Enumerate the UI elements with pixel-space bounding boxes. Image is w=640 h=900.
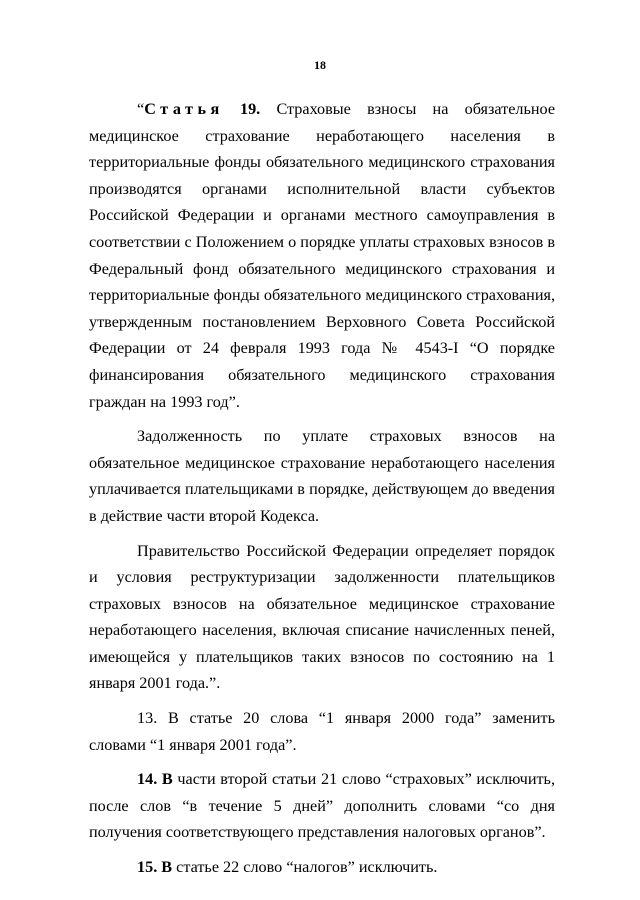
item-13-paragraph: 13. В статье 20 слова “1 января 2000 года” заменить словами “1 января 2001 года”. bbox=[89, 709, 555, 754]
document-body bbox=[89, 96, 555, 881]
page-number: 18 bbox=[314, 58, 326, 72]
item-15-lead: 15. В bbox=[137, 858, 173, 877]
item-14-text: части второй статьи 21 слово “страховых” исключить, после слов “в течение 5 дней” дополнить словами “со дня получения соответствующего представления налоговых органов”. bbox=[89, 770, 555, 842]
debt-paragraph: Задолженность по уплате страховых взносов на обязательное медицинское страхование неработающего населения уплачивается плательщиками в порядке, действующем до введения в действие части второй Кодекса. bbox=[89, 427, 555, 525]
item-14-paragraph bbox=[89, 766, 555, 846]
item-15-paragraph bbox=[89, 854, 555, 881]
article-19-text: Страховые взносы на обязательное медицинское страхование неработающего населения в территориальные фонды обязательного медицинского страхования производятся органами исполнительной власти субъектов Российской Федерации и органами местного самоуправления в соответствии с Положением о порядке уплаты страховых взносов в Федеральный фонд обязательного медицинского страхования и территориальные фонды обязательного медицинского страхования, утвержденным постановлением Верховного Совета Российской Федерации от 24 февраля 1993 года № 4543-I “О порядке финансирования обязательного медицинского страхования граждан на 1993 год”. bbox=[89, 100, 555, 411]
item-15-text: статье 22 слово “налогов” исключить. bbox=[172, 858, 438, 877]
government-paragraph: Правительство Российской Федерации определяет порядок и условия реструктуризации задолженности плательщиков страховых взносов на обязательное медицинское страхование неработающего населения, включая списание начисленных пеней, имеющейся у плательщиков таких взносов по состоянию на 1 января 2001 года.”. bbox=[89, 541, 555, 693]
opening-quote: “ bbox=[137, 100, 145, 118]
article-19-paragraph bbox=[89, 96, 555, 415]
item-14-lead: 14. В bbox=[137, 770, 173, 789]
article-number: 19. bbox=[239, 100, 261, 118]
article-word: Статья bbox=[144, 100, 224, 118]
